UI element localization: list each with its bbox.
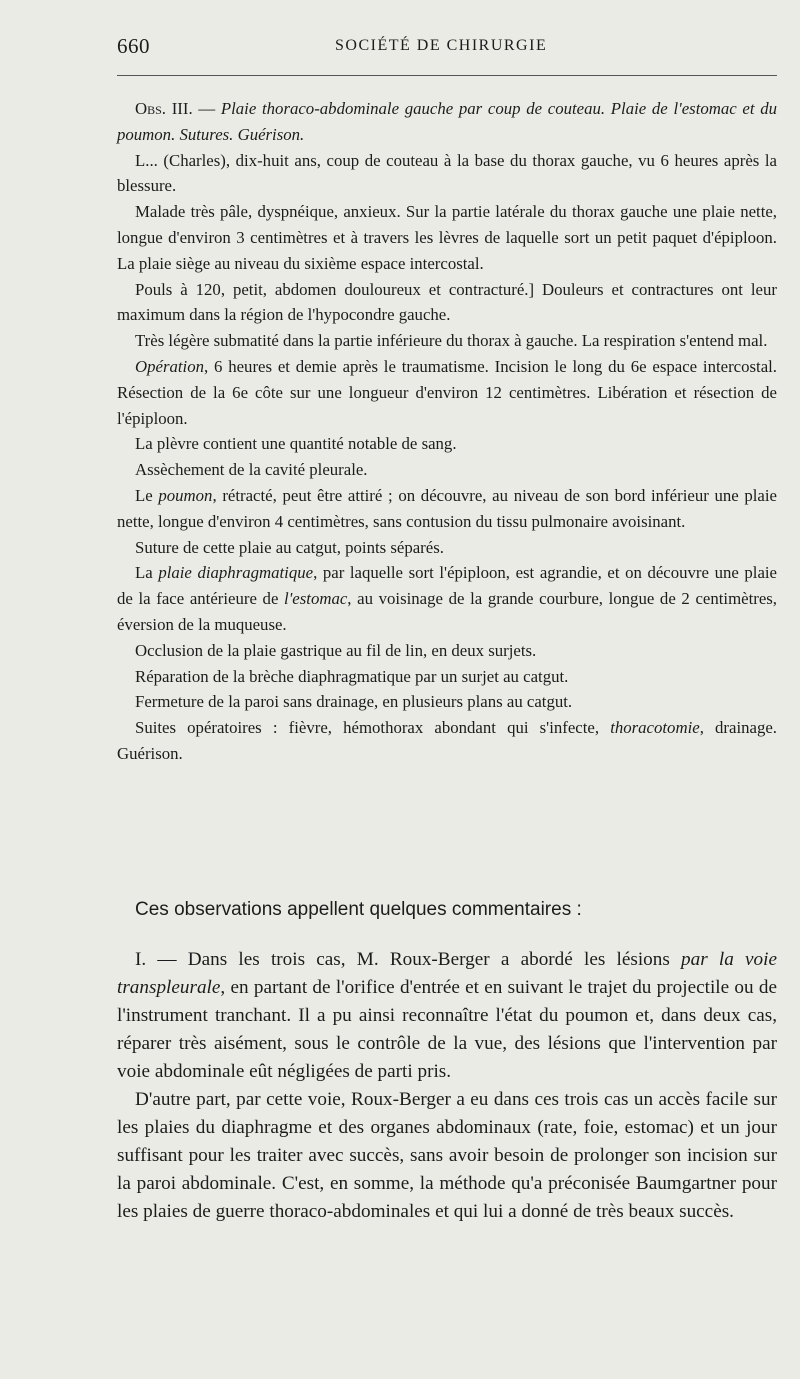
page-header xyxy=(117,34,777,64)
poumon-text: , rétracté, peut être attiré ; on découvre, au niveau de son bord inférieur une plaie nette, longue d'environ 4 centimètres, sans contusion du tissu pulmonaire avoisinant. xyxy=(117,485,777,531)
commentary-block xyxy=(117,896,777,1226)
commentary-paragraph-1 xyxy=(117,946,777,1086)
observation-dash: — xyxy=(192,99,221,118)
obs-paragraph: La plèvre contient une quantité notable de sang. xyxy=(135,434,457,454)
diaphragm-italic-2: l'estomac xyxy=(284,589,348,609)
suites-paragraph xyxy=(117,715,777,767)
diaphragm-italic: plaie diaphragmatique xyxy=(158,563,314,583)
suites-italic: thoracotomie xyxy=(610,718,700,738)
commentary-intro: Ces observations appellent quelques commentaires : xyxy=(135,899,582,920)
observation-title xyxy=(117,96,777,148)
commentary-p1-pre: I. — Dans les trois cas, M. Roux-Berger a abordé les lésions xyxy=(135,949,682,970)
suites-pre: Suites opératoires : fièvre, hémothorax abondant qui s'infecte, xyxy=(135,718,611,738)
obs-paragraph: Réparation de la brèche diaphragmatique par un surjet au catgut. xyxy=(135,666,569,686)
commentary-p1-text: , en partant de l'orifice d'entrée et en suivant le trajet du projectile ou de l'instrument tranchant. Il a pu ainsi reconnaître l'état du poumon et, dans deux cas, réparer très aisément, sous le contrôle de la vue, des lésions que l'intervention par voie abdominale eût négligées de parti pris. xyxy=(117,977,777,1082)
poumon-paragraph xyxy=(117,483,777,535)
suites-text: , drainage. Guérison. xyxy=(117,718,777,763)
running-title: SOCIÉTÉ DE CHIRURGIE xyxy=(335,37,548,54)
page-number: 660 xyxy=(117,34,150,58)
header-rule xyxy=(117,75,777,76)
commentary-paragraph-2: D'autre part, par cette voie, Roux-Berger a eu dans ces trois cas un accès facile sur les plaies du diaphragme et des organes abdominaux (rate, foie, estomac) et un jour suffisant pour les traiter avec succès, sans avoir besoin de prolonger son incision sur la paroi abdominale. C'est, en somme, la méthode qu'a préconisée Baumgartner pour les plaies de guerre thoraco-abdominales et qui lui a donné de très beaux succès. xyxy=(117,1089,777,1222)
diaphragm-paragraph xyxy=(117,560,777,637)
observation-title-text: Plaie thoraco-abdominale gauche par coup de couteau. Plaie de l'estomac et du poumon. Sutures. Guérison. xyxy=(117,99,778,144)
operation-paragraph xyxy=(117,354,777,431)
obs-paragraph: Malade très pâle, dyspnéique, anxieux. Sur la partie latérale du thorax gauche une plaie nette, longue d'environ 3 centimètres et à travers les lèvres de laquelle sort un petit paquet d'épiploon. La plaie siège au niveau du sixième espace intercostal. xyxy=(117,202,777,273)
operation-text: , 6 heures et demie après le traumatisme. Incision le long du 6e espace intercostal. Résection de la 6e côte sur une longueur d'environ 12 centimètres. Libération et résection de l'épiploon. xyxy=(117,356,777,428)
obs-paragraph: L... (Charles), dix-huit ans, coup de couteau à la base du thorax gauche, vu 6 heures après la blessure. xyxy=(117,150,777,196)
obs-paragraph: Pouls à 120, petit, abdomen douloureux et contracturé.] Douleurs et contractures ont leur maximum dans la région de l'hypocondre gauche. xyxy=(117,279,777,325)
observation-label: Obs. III. xyxy=(135,99,193,118)
obs-paragraph: Suture de cette plaie au catgut, points séparés. xyxy=(135,537,444,557)
diaphragm-pre: La xyxy=(135,563,159,583)
obs-paragraph: Fermeture de la paroi sans drainage, en plusieurs plans au catgut. xyxy=(135,692,573,712)
commentary-p1-italic: par la voie transpleurale xyxy=(117,949,777,998)
poumon-pre: Le xyxy=(135,485,159,505)
diaphragm-mid: , par laquelle sort l'épiploon, est agrandie, et on découvre une plaie de la face antérieure de xyxy=(117,563,778,609)
poumon-italic: poumon xyxy=(158,485,213,505)
obs-paragraph: Très légère submatité dans la partie inférieure du thorax à gauche. La respiration s'entend mal. xyxy=(135,331,768,351)
observation-block xyxy=(117,96,777,767)
obs-paragraph: Assèchement de la cavité pleurale. xyxy=(135,460,368,480)
obs-paragraph: Occlusion de la plaie gastrique au fil de lin, en deux surjets. xyxy=(135,640,537,660)
diaphragm-text: , au voisinage de la grande courbure, longue de 2 centimètres, éversion de la muqueuse. xyxy=(117,589,777,634)
operation-label: Opération xyxy=(135,356,204,376)
